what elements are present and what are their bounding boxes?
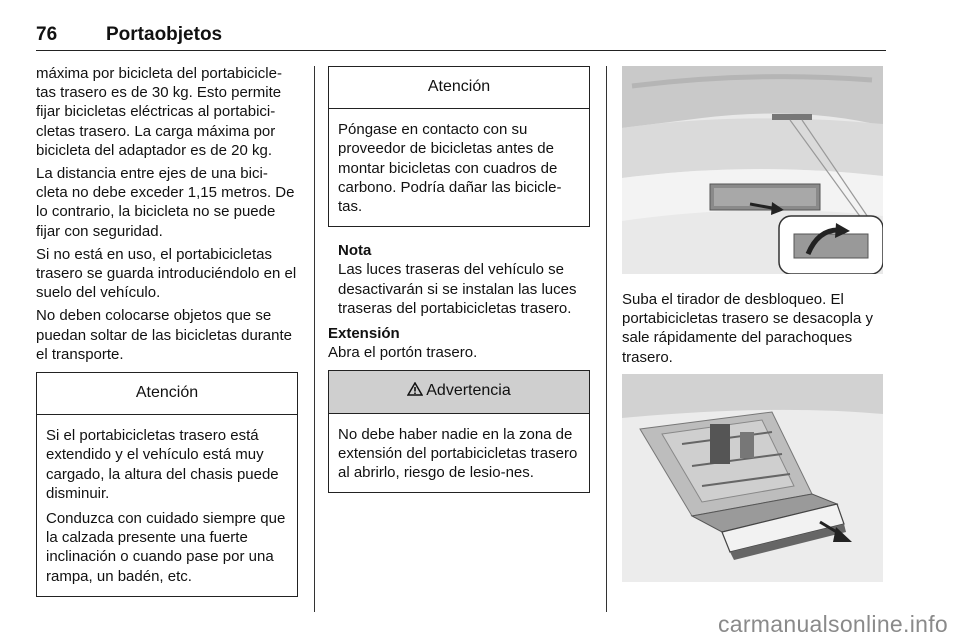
warning-box	[328, 370, 590, 493]
page-number: 76	[36, 24, 58, 45]
column-1	[36, 64, 298, 597]
attention-title: Atención	[37, 373, 297, 415]
extension-text: Abra el portón trasero.	[328, 344, 478, 362]
attention-box	[36, 372, 298, 597]
column-3	[622, 290, 887, 371]
attention-box-2	[328, 66, 590, 227]
column-divider-1	[314, 66, 315, 612]
note-text: Las luces traseras del vehículo se desactivarán si se instalan las luces traseras del portabicicletas trasero.	[338, 261, 577, 317]
attention-text-2: Póngase en contacto con su proveedor de bicicletas antes de montar bicicletas con cuadros de carbono. Podría dañar las bicicle-tas.	[338, 121, 562, 216]
page-title: Portaobjetos	[106, 24, 223, 45]
column-divider-2	[606, 66, 607, 612]
attention-text: Conduzca con cuidado siempre que la calzada presente una fuerte inclinación o cuando pase por una rampa, un badén, etc.	[46, 510, 286, 585]
page-header	[36, 20, 886, 51]
watermark: carmanualsonline.info	[717, 611, 948, 637]
figure-caption: Suba el tirador de desbloqueo. El portabicicletas trasero se desacopla y sale rápidamente del parachoques trasero.	[622, 291, 873, 366]
warning-title: Advertencia	[426, 382, 511, 400]
body-paragraph: Si no está en uso, el portabicicletas trasero se guarda introduciéndolo en el suelo del vehículo.	[36, 245, 297, 302]
warning-triangle-icon	[407, 382, 423, 396]
warning-text: No debe haber nadie en la zona de extensión del portabicicletas trasero al abrirlo, riesgo de lesio-nes.	[338, 425, 578, 482]
column-2	[328, 58, 590, 493]
tailgate-illustration	[622, 66, 883, 274]
body-paragraph: máxima por bicicleta del portabicicle-tas trasero es de 30 kg. Esto permite fijar bicicletas eléctricas al portabici-cletas trasero. La carga máxima por bicicleta del adaptador es de 20 kg.	[36, 65, 282, 159]
attention-text: Si el portabicicletas trasero está extendido y el vehículo está muy cargado, la altura del chasis puede disminuir.	[46, 427, 279, 502]
warning-header	[329, 371, 589, 413]
extension-heading: Extensión	[328, 325, 400, 343]
note-block	[328, 241, 590, 318]
attention-title-2: Atención	[329, 67, 589, 109]
body-paragraph: La distancia entre ejes de una bici-cleta no debe exceder 1,15 metros. De lo contrario, la bicicleta no se puede fijar con seguridad.	[36, 165, 295, 240]
bike-carrier-illustration	[622, 374, 883, 582]
body-paragraph: No deben colocarse objetos que se puedan soltar de las bicicletas durante el transporte.	[36, 307, 292, 363]
note-title: Nota	[338, 242, 372, 260]
